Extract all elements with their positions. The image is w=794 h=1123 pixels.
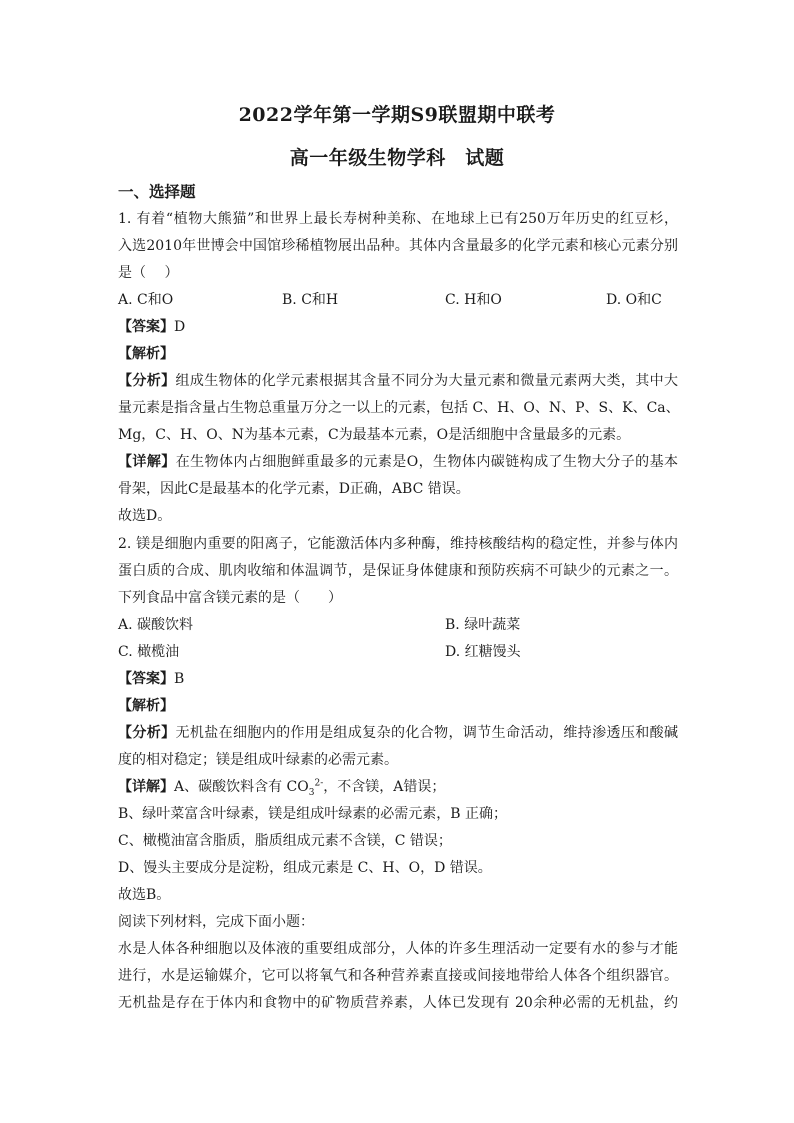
reading-line2: 进行，水是运输媒介，它可以将氧气和各种营养素直接或间接地带给人体各个组织器官。 <box>118 968 678 984</box>
q2-xiangjie-line-a <box>118 778 678 802</box>
q2-answer <box>118 670 678 688</box>
q1-option-b: B. C和H <box>282 292 339 308</box>
fenxi-label: 【分析】 <box>118 725 176 741</box>
reading-line1: 水是人体各种细胞以及体液的重要组成部分，人体的许多生理活动一定要有水的参与才能 <box>118 941 678 957</box>
q2-option-b: B. 绿叶蔬菜 <box>445 617 521 633</box>
q2-fenxi-line1 <box>118 724 678 742</box>
answer-value: B <box>174 671 185 687</box>
xiangjie-a-text: A、碳酸饮料含有 CO <box>174 779 309 795</box>
fenxi-label: 【分析】 <box>118 373 176 389</box>
answer-label: 【答案】 <box>118 319 174 335</box>
q2-line-d: D、馒头主要成分是淀粉，组成元素是 C、H、O，D 错误。 <box>118 860 492 876</box>
q1-option-a: A. C和O <box>118 292 174 308</box>
reading-line3: 无机盐是存在于体内和食物中的矿物质营养素，人体已发现有 20余种必需的无机盐，约 <box>118 995 678 1011</box>
q2-option-c: C. 橄榄油 <box>118 644 180 660</box>
q2-conclusion: 故选B。 <box>118 887 171 903</box>
q2-analysis-label: 【解析】 <box>118 698 174 714</box>
xiangjie-label: 【详解】 <box>118 779 174 795</box>
q1-conclusion: 故选D。 <box>118 508 172 524</box>
xiangjie-label: 【详解】 <box>118 454 176 470</box>
exam-subtitle: 高一年级生物学科 试题 <box>289 147 505 169</box>
q2-line-c: C、橄榄油富含脂质，脂质组成元素不含镁，C 错误； <box>118 833 452 849</box>
q1-fenxi-line1 <box>118 372 678 390</box>
q2-fenxi-line2: 度的相对稳定；镁是组成叶绿素的必需元素。 <box>118 752 398 768</box>
q1-stem-line2: 入选2010年世博会中国馆珍稀植物展出品种。其体内含量最多的化学元素和核心元素分别 <box>118 238 678 254</box>
co3-subscript: 3 <box>308 787 315 798</box>
q1-fenxi-line3: Mg，C、H、O、N为基本元素，C为最基本元素，O是活细胞中含量最多的元素。 <box>118 427 631 443</box>
q1-stem-line3: 是（ ） <box>118 265 179 281</box>
q2-option-a: A. 碳酸饮料 <box>118 617 194 633</box>
fenxi-text: 组成生物体的化学元素根据其含量不同分为大量元素和微量元素两大类，其中大 <box>175 373 679 389</box>
q1-xiangjie-line2: 骨架，因此C是最基本的化学元素，D正确，ABC 错误。 <box>118 481 470 497</box>
q1-fenxi-line2: 量元素是指含量占生物总重量万分之一以上的元素，包括 C、H、O、N、P、S、K、Ca、 <box>118 400 680 416</box>
q2-stem-line1: 2. 镁是细胞内重要的阳离子，它能激活体内多种酶，维持核酸结构的稳定性，并参与体内 <box>118 536 678 552</box>
q1-analysis-label: 【解析】 <box>118 346 174 362</box>
xiangjie-a-tail: ，不含镁，A错误； <box>323 779 446 795</box>
answer-value: D <box>174 319 186 335</box>
q1-answer <box>118 318 678 336</box>
q1-option-d: D. O和C <box>606 292 662 308</box>
xiangjie-text: 在生物体内占细胞鲜重最多的元素是O，生物体内碳链构成了生物大分子的基本 <box>175 454 679 470</box>
q1-xiangjie-line1 <box>118 453 678 471</box>
q1-option-c: C. H和O <box>445 292 502 308</box>
q2-stem-line2: 蛋白质的合成、肌肉收缩和体温调节，是保证身体健康和预防疾病不可缺少的元素之一。 <box>118 563 678 579</box>
fenxi-text: 无机盐在细胞内的作用是组成复杂的化合物，调节生命活动，维持渗透压和酸碱 <box>175 725 679 741</box>
q2-option-d: D. 红糖馒头 <box>445 644 521 660</box>
q2-line-b: B、绿叶菜富含叶绿素，镁是组成叶绿素的必需元素，B 正确； <box>118 806 508 822</box>
exam-title: 2022学年第一学期S9联盟期中联考 <box>238 104 556 126</box>
q1-stem-line1: 1. 有着“植物大熊猫”和世界上最长寿树种美称、在地球上已有250万年历史的红豆杉， <box>118 211 678 227</box>
reading-intro: 阅读下列材料，完成下面小题： <box>118 914 314 930</box>
q2-stem-line3: 下列食品中富含镁元素的是（ ） <box>118 590 342 606</box>
answer-label: 【答案】 <box>118 671 174 687</box>
co3-charge: 2- <box>314 778 324 789</box>
section-heading: 一、选择题 <box>118 182 196 201</box>
